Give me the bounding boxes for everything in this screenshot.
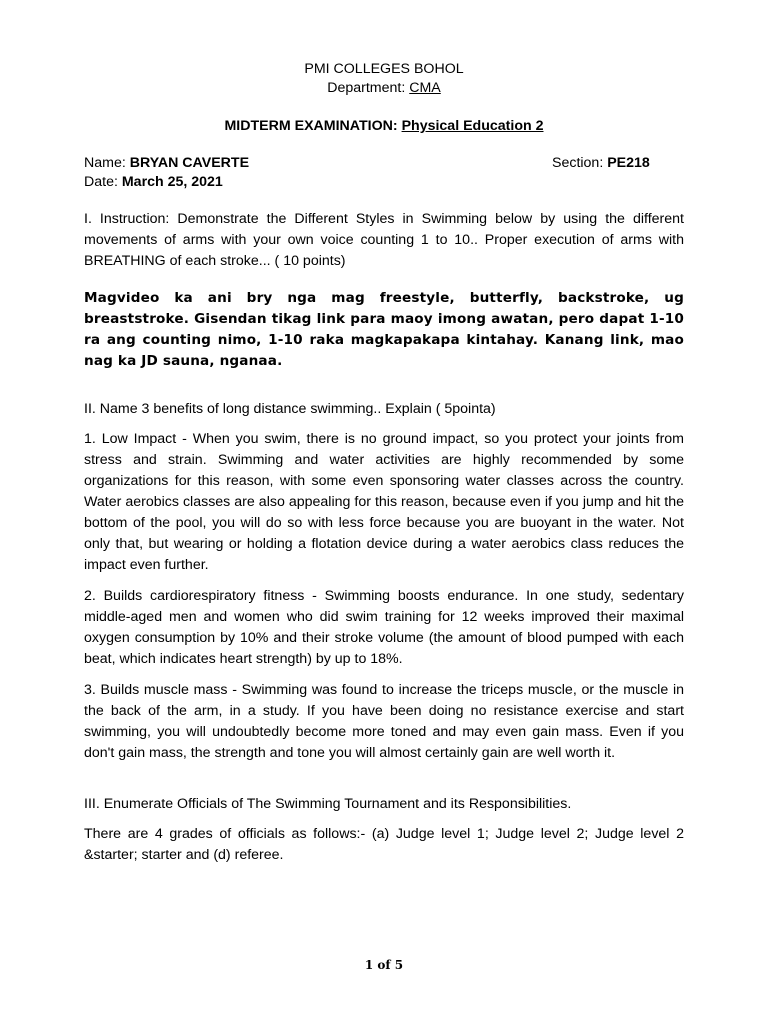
department-value: CMA	[409, 80, 441, 96]
name-line	[84, 153, 249, 173]
date-value: March 25, 2021	[121, 174, 223, 190]
exam-title	[84, 117, 684, 136]
school-name: PMI COLLEGES BOHOL	[304, 61, 464, 77]
answer-3: There are 4 grades of officials as follows:- (a) Judge level 1; Judge level 2; Judge level 2 &starter; starter and (d) referee.	[84, 826, 684, 863]
name-label: Name:	[84, 155, 130, 171]
answer-2-3: 3. Builds muscle mass - Swimming was found to increase the triceps muscle, or the muscle in the back of the arm, in a study. If you have been doing no resistance exercise and start swimming, you will undoubtedly become more toned and may even gain mass. Even if you don't gain mass, the strength and tone you will almost certainly gain are well worth it.	[84, 682, 684, 761]
section-label: Section:	[552, 155, 608, 171]
question-2: II. Name 3 benefits of long distance swimming.. Explain ( 5pointa)	[84, 401, 496, 417]
question-3: III. Enumerate Officials of The Swimming Tournament and its Responsibilities.	[84, 796, 572, 812]
section-value: PE218	[607, 155, 650, 171]
section-line	[552, 153, 684, 173]
name-section-row	[84, 153, 684, 173]
note-paragraph: Magvideo ka ani bry nga mag freestyle, butterfly, backstroke, ug breaststroke. Gisendan tikag link para maoy imong awatan, pero dapat 1-10 ra ang counting nimo, 1-10 raka magkapakapa kintahay. Kanang link, mao nag ka JD sauna, nganaa.	[84, 290, 684, 369]
date-line	[84, 173, 684, 192]
answer-2-1: 1. Low Impact - When you swim, there is no ground impact, so you protect your joints from stress and strain. Swimming and water activities are highly recommended by some organizations for this reason, with some even sponsoring water classes across the country. Water aerobics classes are also appealing for this reason, because even if you jump and hit the bottom of the pool, you will do so with less force because you are buoyant in the water. Not only that, but wearing or holding a flotation device during a water aerobics class reduces the impact even further.	[84, 431, 684, 573]
date-label: Date:	[84, 174, 122, 190]
instruction-paragraph: I. Instruction: Demonstrate the Different Styles in Swimming below by using the different movements of arms with your own voice counting 1 to 10.. Proper execution of arms with BREATHING of each stroke... ( 10 points)	[84, 211, 684, 269]
student-name: BRYAN CAVERTE	[129, 155, 250, 171]
page-number: 1 of 5	[364, 958, 404, 972]
department-line	[84, 79, 684, 98]
answer-2-2: 2. Builds cardiorespiratory fitness - Swimming boosts endurance. In one study, sedentary middle-aged men and women who did swim training for 12 weeks improved their maximal oxygen consumption by 10% and their stroke volume (the amount of blood pumped with each beat, which indicates heart strength) by up to 18%.	[84, 588, 684, 667]
exam-label: MIDTERM EXAMINATION:	[224, 118, 402, 134]
document-body	[84, 60, 684, 866]
department-label: Department:	[327, 80, 410, 96]
exam-subject: Physical Education 2	[401, 118, 544, 134]
